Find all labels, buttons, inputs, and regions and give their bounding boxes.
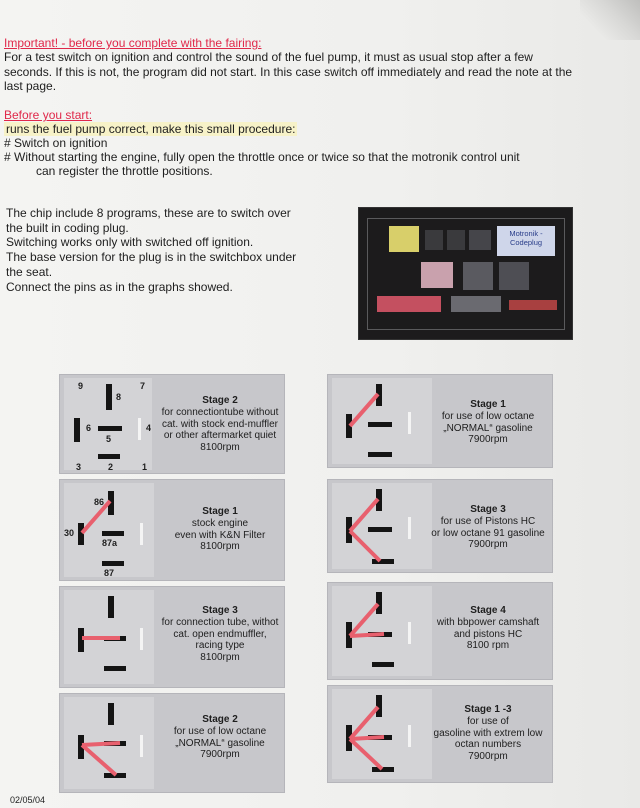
- document-date: 02/05/04: [10, 795, 46, 805]
- stage-card-right-3: [327, 582, 553, 680]
- codeplug: [421, 262, 453, 288]
- chip-line-4: The base version for the plug is in the switchbox under: [6, 250, 297, 265]
- pin-diagram: [64, 697, 154, 789]
- chip-line-5: the seat.: [6, 264, 53, 279]
- chip-line-6: Connect the pins as in the graphs showed.: [6, 279, 233, 294]
- stage-text: Stage 2 for connectiontube without cat. with stock end-muffler or other aftermarket quiet 8100rpm: [161, 395, 279, 454]
- folded-corner: [580, 0, 640, 40]
- important-line-3: last page.: [4, 79, 57, 93]
- step-throttle-cont: can register the throttle positions.: [36, 164, 213, 178]
- pin-1: 1: [142, 462, 148, 472]
- important-line-1: For a test switch on ignition and control the sound of the fuel pump, it must as usual stop after a few: [4, 50, 533, 64]
- stage-card-left-2: [59, 479, 285, 581]
- pin-diagram: [332, 483, 432, 569]
- pin-87a: 87a: [102, 538, 118, 548]
- pin-30: 30: [64, 528, 75, 538]
- stage-text: Stage 1 stock engine even with K&N Filter 8100rpm: [174, 506, 266, 553]
- stage-card-left-4: [59, 693, 285, 793]
- pin-3: 3: [76, 462, 82, 472]
- chip-line-2: the built in coding plug.: [6, 220, 129, 235]
- before-heading: Before you start:: [4, 108, 93, 122]
- chip-line-3: Switching works only with switched off ignition.: [6, 235, 254, 250]
- pin-9: 9: [78, 381, 84, 391]
- pin-8: 8: [116, 392, 122, 402]
- relay-yellow: [389, 226, 419, 252]
- stage-card-right-4: [327, 685, 553, 783]
- pin-diagram: [64, 590, 154, 684]
- before-intro: runs the fuel pump correct, make this small procedure:: [6, 122, 296, 136]
- pin-2: 2: [108, 462, 114, 472]
- photo-label: Motronik - Codeplug: [497, 226, 555, 256]
- pin-diagram: [332, 689, 432, 779]
- pin-4: 4: [146, 423, 152, 433]
- pin-diagram: [332, 378, 432, 464]
- stage-card-right-1: [327, 374, 553, 468]
- step-throttle: # Without starting the engine, fully open the throttle once or twice so that the motronik control unit: [4, 150, 520, 164]
- important-heading: Important! - before you complete with the fairing:: [4, 36, 262, 50]
- pin-diagram: [64, 378, 152, 470]
- important-line-2: seconds. If this is not, the program did not start. In this case switch off immediately and read the note at the: [4, 64, 573, 79]
- pin-diagram: [64, 483, 154, 577]
- stage-text: Stage 3 for connection tube, withot cat. open endmuffler, racing type 8100rpm: [161, 605, 279, 664]
- pin-86: 86: [94, 497, 105, 507]
- switchbox-photo: [358, 207, 573, 340]
- stage-card-left-3: [59, 586, 285, 688]
- pin-7: 7: [140, 381, 146, 391]
- chip-line-1: The chip include 8 programs, these are to switch over: [6, 206, 291, 220]
- stage-text: Stage 1 for use of low octane „NORMAL“ gasoline 7900rpm: [441, 399, 535, 446]
- stage-text: Stage 1 -3 for use of gasoline with extrem low octan numbers 7900rpm: [433, 704, 543, 763]
- pin-5: 5: [106, 434, 112, 444]
- step-ignition: # Switch on ignition: [4, 136, 108, 150]
- stage-card-left-1: [59, 374, 285, 474]
- fuse-strip: [377, 296, 441, 312]
- pin-87: 87: [104, 568, 115, 578]
- pin-diagram: [332, 586, 432, 676]
- pin-6: 6: [86, 423, 92, 433]
- stage-text: Stage 4 with bbpower camshaft and pistons HC 8100 rpm: [436, 605, 540, 652]
- stage-text: Stage 2 for use of low octane „NORMAL“ gasoline 7900rpm: [173, 714, 267, 761]
- stage-card-right-2: [327, 479, 553, 573]
- chip-description: [6, 206, 346, 294]
- important-text: [4, 50, 594, 94]
- stage-text: Stage 3 for use of Pistons HC or low octane 91 gasoline 7900rpm: [431, 504, 545, 551]
